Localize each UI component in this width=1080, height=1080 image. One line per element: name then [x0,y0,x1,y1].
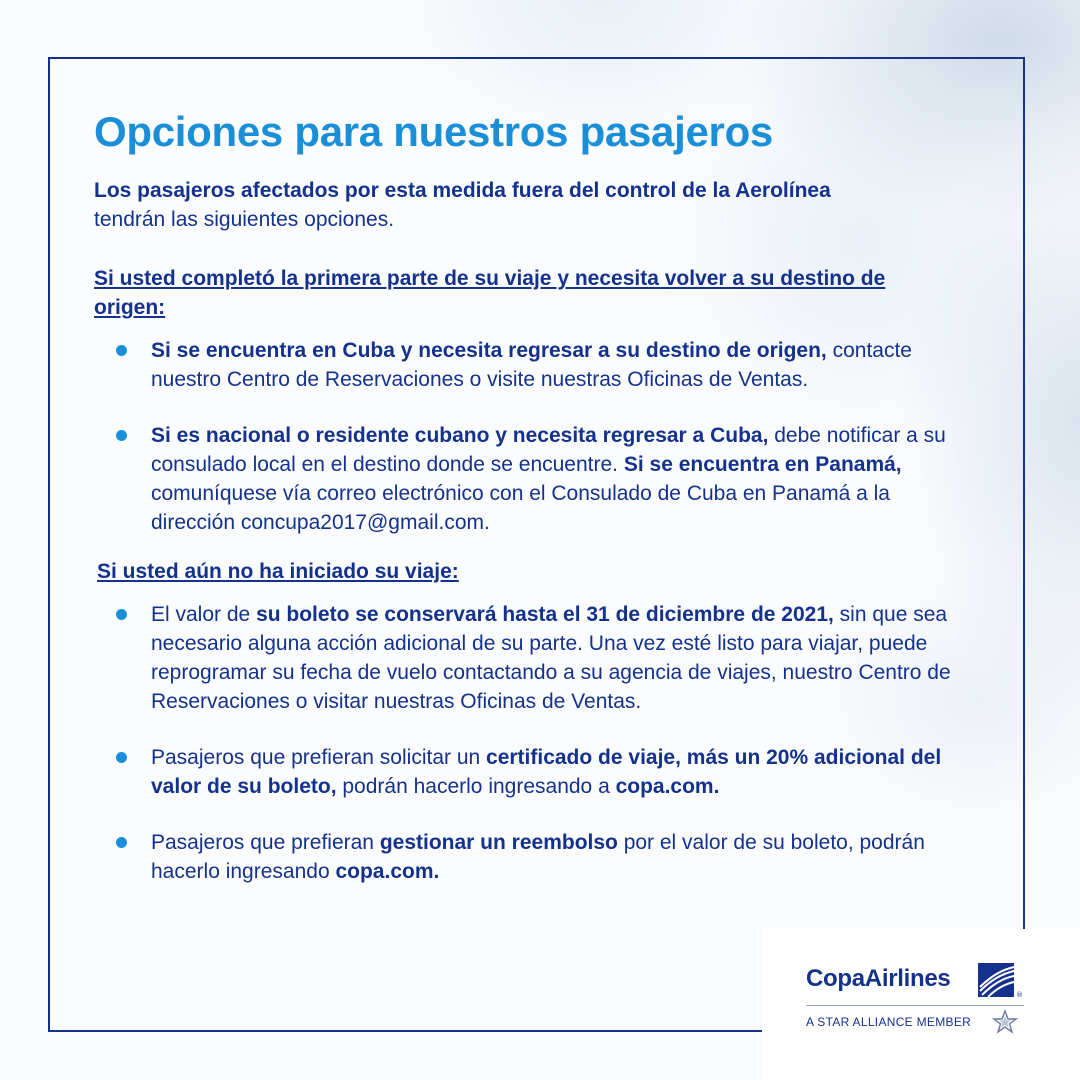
list-item [94,421,971,537]
registered-mark: ® [1016,991,1023,999]
item-bold: Si se encuentra en Panamá, [623,453,902,476]
intro-paragraph [94,176,994,234]
item-text: El valor de [151,603,257,626]
intro-bold: Los pasajeros afectados por esta medida fuera del control de la Aerolínea [94,179,831,202]
bullet-icon [116,609,127,620]
item-bold: certificado de viaje, más un 20% adicional del valor de su boleto, [151,746,942,798]
item-bold: Si se encuentra en Cuba y necesita regresar a su destino de origen, [151,339,827,362]
intro-text: tendrán las siguientes opciones. [94,208,395,231]
item-link-text: copa.com. [335,860,440,883]
item-text: Pasajeros que prefieran solicitar un [151,746,487,769]
list-item [94,600,971,716]
copa-wing-icon [974,961,1024,999]
bullet-icon [116,430,127,441]
bullet-icon [116,837,127,848]
bullet-icon [116,752,127,763]
item-bold: su boleto se conservará hasta el 31 de diciembre de 2021, [256,603,834,626]
item-text: por el valor de su boleto, podrán hacerlo ingresando [151,831,925,883]
section2-heading: Si usted aún no ha iniciado su viaje: [97,560,459,583]
item-text: debe notificar a su consulado local en el destino donde se encuentre. [151,424,946,476]
section1-list [94,336,994,537]
section1-heading: Si usted completó la primera parte de su viaje y necesita volver a su destino de origen: [94,267,886,319]
list-item [94,743,971,801]
item-text: Pasajeros que prefieran [151,831,380,854]
item-text: comuníquese vía correo electrónico con el Consulado de Cuba en Panamá a la dirección concupa2017@gmail.com. [151,482,890,534]
section2-list [94,600,994,886]
page-title: Opciones para nuestros pasajeros [94,108,773,155]
bullet-icon [116,345,127,356]
main-content [94,108,994,906]
list-item [94,828,971,886]
copa-airlines-logo [806,961,1026,1039]
item-text: sin que sea necesario alguna acción adicional de su parte. Una vez esté listo para viajar, puede reprogramar su fecha de vuelo contactando a su agencia de viajes, nuestro Centro de Reservaciones o visitar nuestras Oficinas de Ventas. [151,603,951,713]
item-bold: gestionar un reembolso [379,831,618,854]
star-alliance-icon [992,1009,1018,1035]
logo-divider [806,1005,1024,1006]
list-item [94,336,971,394]
item-text: contacte nuestro Centro de Reservaciones o visite nuestras Oficinas de Ventas. [151,339,912,391]
brand-name: CopaAirlines [806,965,951,992]
item-bold: Si es nacional o residente cubano y necesita regresar a Cuba, [151,424,769,447]
alliance-text: A STAR ALLIANCE MEMBER [806,1015,972,1029]
item-text: podrán hacerlo ingresando a [336,775,616,798]
item-link-text: copa.com. [615,775,720,798]
